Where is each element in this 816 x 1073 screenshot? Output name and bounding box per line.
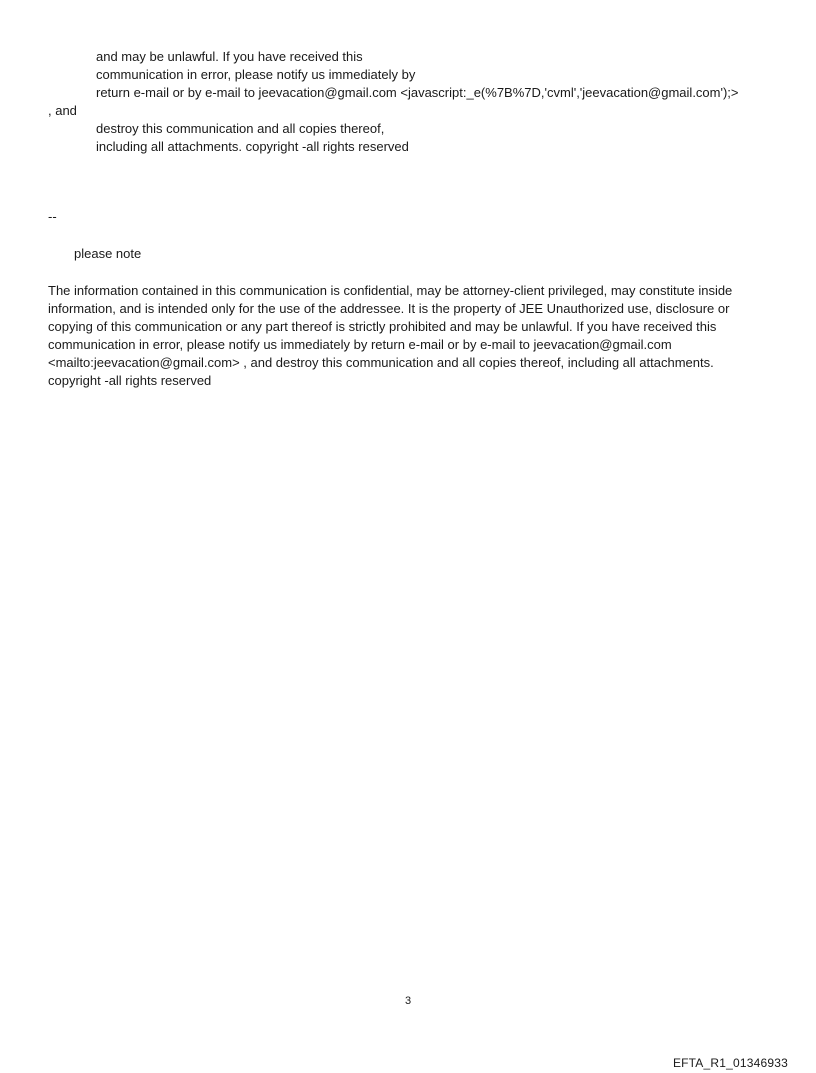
bates-number: EFTA_R1_01346933 [672, 1056, 788, 1070]
quoted-line-1: and may be unlawful. If you have received this [96, 49, 363, 64]
quoted-line-5: destroy this communication and all copies thereof, [96, 121, 385, 136]
disclaimer-paragraph: The information contained in this communication is confidential, may be attorney-client privileged, may constitute inside information, and is intended only for the use of the addressee. It is the property of JEE Unauthorized use, disclosure or copying of this communication or any part thereof is strictly prohibited and may be unlawful. If you have received this communication in error, please notify us immediately by return e-mail or by e-mail to jeevacation@gmail.com <mailto:jeevacation@gmail.com> , and destroy this communication and all copies thereof, including all attachments. copyright -all rights reserved [48, 283, 733, 388]
quoted-line-4: , and [48, 103, 77, 118]
page-number: 3 [404, 995, 412, 1007]
signature-separator: -- [48, 209, 57, 224]
quoted-line-6: including all attachments. copyright -all rights reserved [96, 139, 409, 154]
note-heading: please note [74, 246, 142, 261]
quoted-line-3: return e-mail or by e-mail to jeevacation@gmail.com <javascript:_e(%7B%7D,'cvml','jeevacation@gmail.com');> [96, 85, 739, 100]
quoted-line-2: communication in error, please notify us immediately by [96, 67, 416, 82]
